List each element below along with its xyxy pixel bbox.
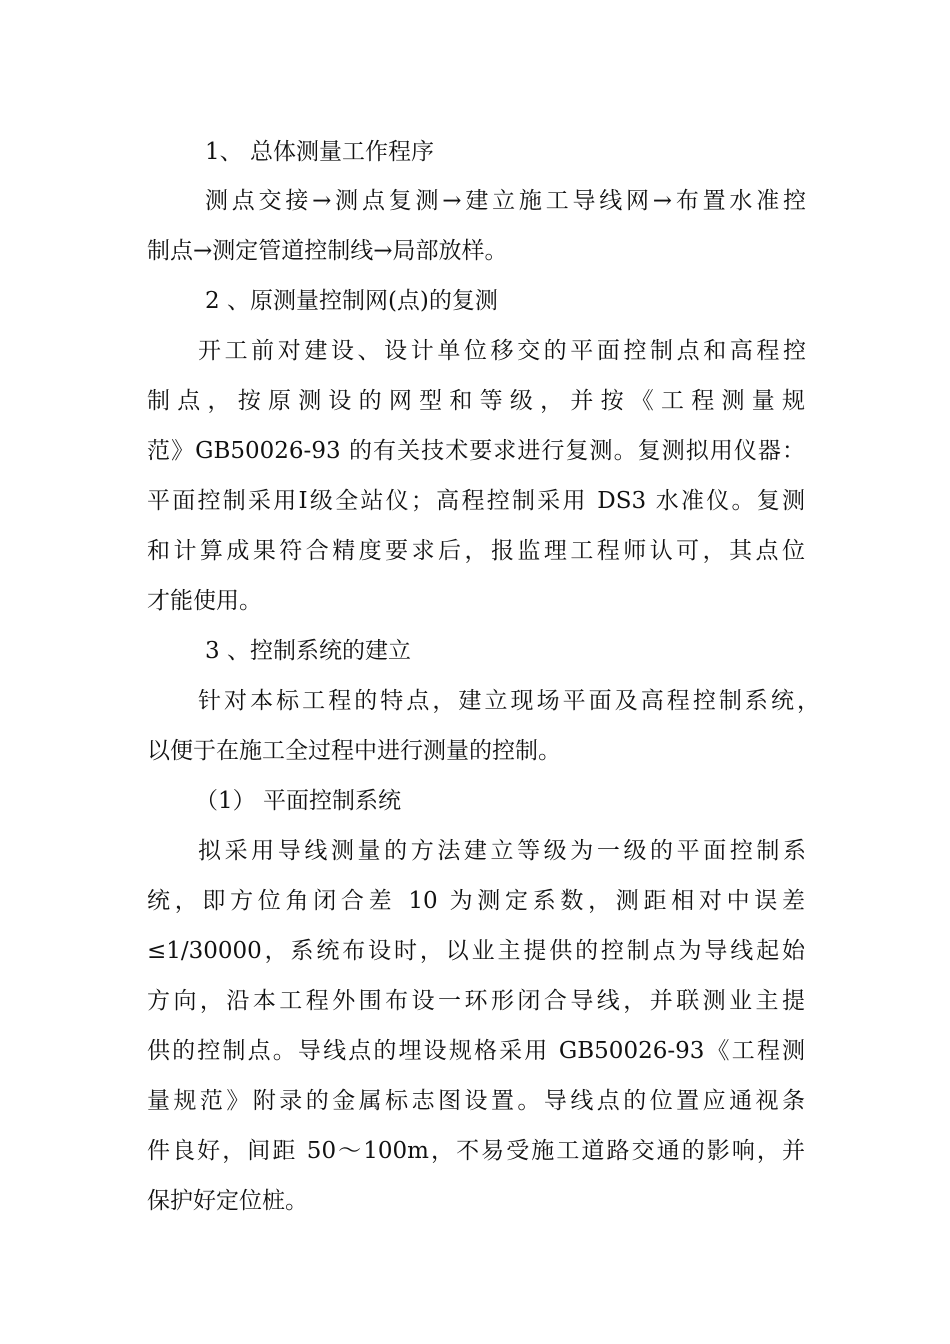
paragraph-line: 件良好，间距 50～100m，不易受施工道路交通的影响，并 xyxy=(147,1138,805,1164)
paragraph-line: 拟采用导线测量的方法建立等级为一级的平面控制系 xyxy=(198,838,806,864)
section-heading-1: 1、 总体测量工作程序 xyxy=(205,139,434,165)
paragraph-line: 以便于在施工全过程中进行测量的控制。 xyxy=(147,738,561,764)
paragraph-line: 供的控制点。导线点的埋设规格采用 GB50026-93《工程测 xyxy=(147,1038,805,1064)
paragraph-line: 保护好定位桩。 xyxy=(147,1188,308,1214)
paragraph-line: 平面控制采用Ⅰ级全站仪；高程控制采用 DS3 水准仪。复测 xyxy=(147,488,805,514)
paragraph-line: 方向，沿本工程外围布设一环形闭合导线，并联测业主提 xyxy=(147,988,805,1014)
paragraph-line: 测点交接→测点复测→建立施工导线网→布置水准控 xyxy=(205,188,806,214)
section-heading-3: 3 、控制系统的建立 xyxy=(205,638,411,664)
paragraph-line: 针对本标工程的特点，建立现场平面及高程控制系统， xyxy=(198,688,820,714)
paragraph-line: 范》GB50026-93 的有关技术要求进行复测。复测拟用仪器： xyxy=(147,438,805,464)
subsection-heading: （1） 平面控制系统 xyxy=(195,788,401,814)
paragraph-line: 开工前对建设、设计单位移交的平面控制点和高程控 xyxy=(198,338,806,364)
paragraph-line: 才能使用。 xyxy=(147,588,262,614)
paragraph-line: 制点→测定管道控制线→局部放样。 xyxy=(147,238,508,264)
paragraph-line: 统，即方位角闭合差 10 为测定系数，测距相对中误差 xyxy=(147,888,805,914)
paragraph-line: ≤1/30000，系统布设时，以业主提供的控制点为导线起始 xyxy=(147,938,805,964)
paragraph-line: 和计算成果符合精度要求后，报监理工程师认可，其点位 xyxy=(147,538,805,564)
section-heading-2: 2 、原测量控制网(点)的复测 xyxy=(205,288,498,314)
paragraph-line: 制点，按原测设的网型和等级，并按《工程测量规 xyxy=(147,388,805,414)
paragraph-line: 量规范》附录的金属标志图设置。导线点的位置应通视条 xyxy=(147,1088,805,1114)
